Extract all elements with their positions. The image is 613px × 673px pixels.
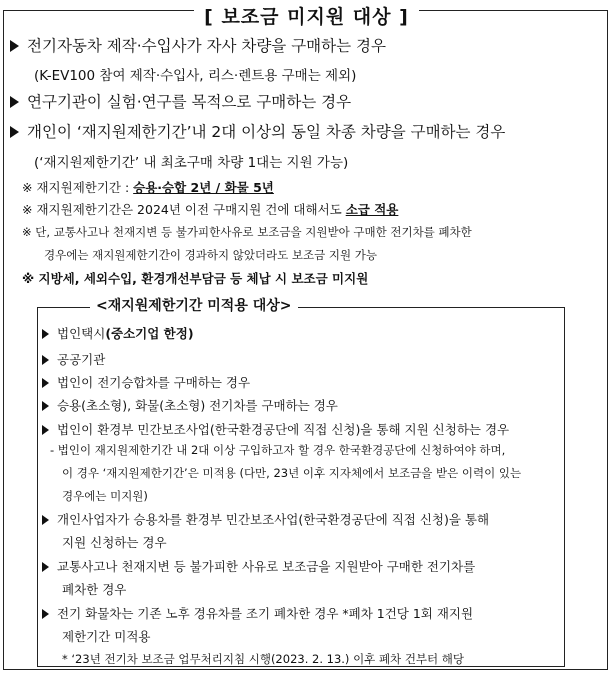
exempt-item-continued: 제한기간 미적용 bbox=[62, 629, 151, 644]
exempt-item-continued: 폐차한 경우 bbox=[62, 582, 127, 597]
exempt-item: 개인사업자가 승용차를 환경부 민간보조사업(한국환경공단에 직접 신청)을 통해 bbox=[42, 510, 489, 528]
triangle-bullet-icon bbox=[42, 329, 49, 339]
exempt-item: 승용(초소형), 화물(초소형) 전기차를 구매하는 경우 bbox=[42, 396, 338, 414]
list-item: 개인이 ‘재지원제한기간’내 2대 이상의 동일 차종 차량을 구매하는 경우 bbox=[10, 120, 505, 142]
triangle-bullet-icon bbox=[42, 425, 49, 435]
note-row: ※ 단, 교통사고나 천재지변 등 불가피한사유로 보조금을 지원받아 구매한 전기차를 폐차한 bbox=[22, 225, 472, 239]
note-row: ※ 지방세, 세외수입, 환경개선부담금 등 체납 시 보조금 미지원 bbox=[22, 271, 369, 286]
triangle-bullet-icon bbox=[42, 515, 49, 525]
exempt-item: 법인택시(중소기업 한정) bbox=[42, 324, 194, 342]
exempt-item: 법인이 환경부 민간보조사업(한국환경공단에 직접 신청)을 통해 지원 신청하는 경우 bbox=[42, 420, 509, 438]
triangle-bullet-icon bbox=[42, 562, 49, 572]
triangle-bullet-icon bbox=[10, 126, 19, 138]
note-row-continued: 경우에는 재지원제한기간이 경과하지 않았더라도 보조금 지원 가능 bbox=[44, 248, 377, 262]
exempt-item: 법인이 전기승합차를 구매하는 경우 bbox=[42, 373, 250, 391]
triangle-bullet-icon bbox=[10, 96, 19, 108]
triangle-bullet-icon bbox=[42, 609, 49, 619]
note-row: ※ 재지원제한기간 : 승용·승합 2년 / 화물 5년 bbox=[22, 180, 274, 195]
list-item: 전기자동차 제작·수입사가 자사 차량을 구매하는 경우 bbox=[10, 34, 386, 56]
list-item: 연구기관이 실험·연구를 목적으로 구매하는 경우 bbox=[10, 90, 351, 112]
triangle-bullet-icon bbox=[42, 378, 49, 388]
exempt-item-continued: 지원 신청하는 경우 bbox=[62, 535, 167, 550]
note-row: ※ 재지원제한기간은 2024년 이전 구매지원 건에 대해서도 소급 적용 bbox=[22, 202, 399, 217]
exempt-item: 교통사고나 천재지변 등 불가피한 사유로 보조금을 지원받아 구매한 전기차를 bbox=[42, 557, 475, 575]
triangle-bullet-icon bbox=[10, 40, 19, 52]
exempt-item: 전기 화물차는 기존 노후 경유차를 조기 폐차한 경우 *폐차 1건당 1회 재지원 bbox=[42, 604, 473, 622]
exempt-title: <재지원제한기간 미적용 대상> bbox=[90, 295, 298, 315]
triangle-bullet-icon bbox=[42, 355, 49, 365]
page-title: [ 보조금 미지원 대상 ] bbox=[0, 2, 613, 29]
list-item-note: (‘재지원제한기간’ 내 최초구매 차량 1대는 지원 가능) bbox=[34, 155, 349, 171]
triangle-bullet-icon bbox=[42, 401, 49, 411]
exempt-subitem: - 법인이 재지원제한기간 내 2대 이상 구입하고자 할 경우 한국환경공단에 신청하여야 하며, bbox=[50, 443, 506, 457]
exempt-item: 공공기관 bbox=[42, 350, 105, 368]
exempt-subitem: 경우에는 미지원) bbox=[62, 489, 148, 503]
footnote: * ‘23년 전기차 보조금 업무처리지침 시행(2023. 2. 13.) 이후 폐차 건부터 해당 bbox=[62, 652, 465, 666]
exempt-subitem: 이 경우 ‘재지원제한기간’은 미적용 (다만, 23년 이후 지자체에서 보조금을 받은 이력이 있는 bbox=[62, 466, 522, 480]
list-item-note: (K-EV100 참여 제작·수입사, 리스·렌트용 구매는 제외) bbox=[34, 68, 357, 84]
